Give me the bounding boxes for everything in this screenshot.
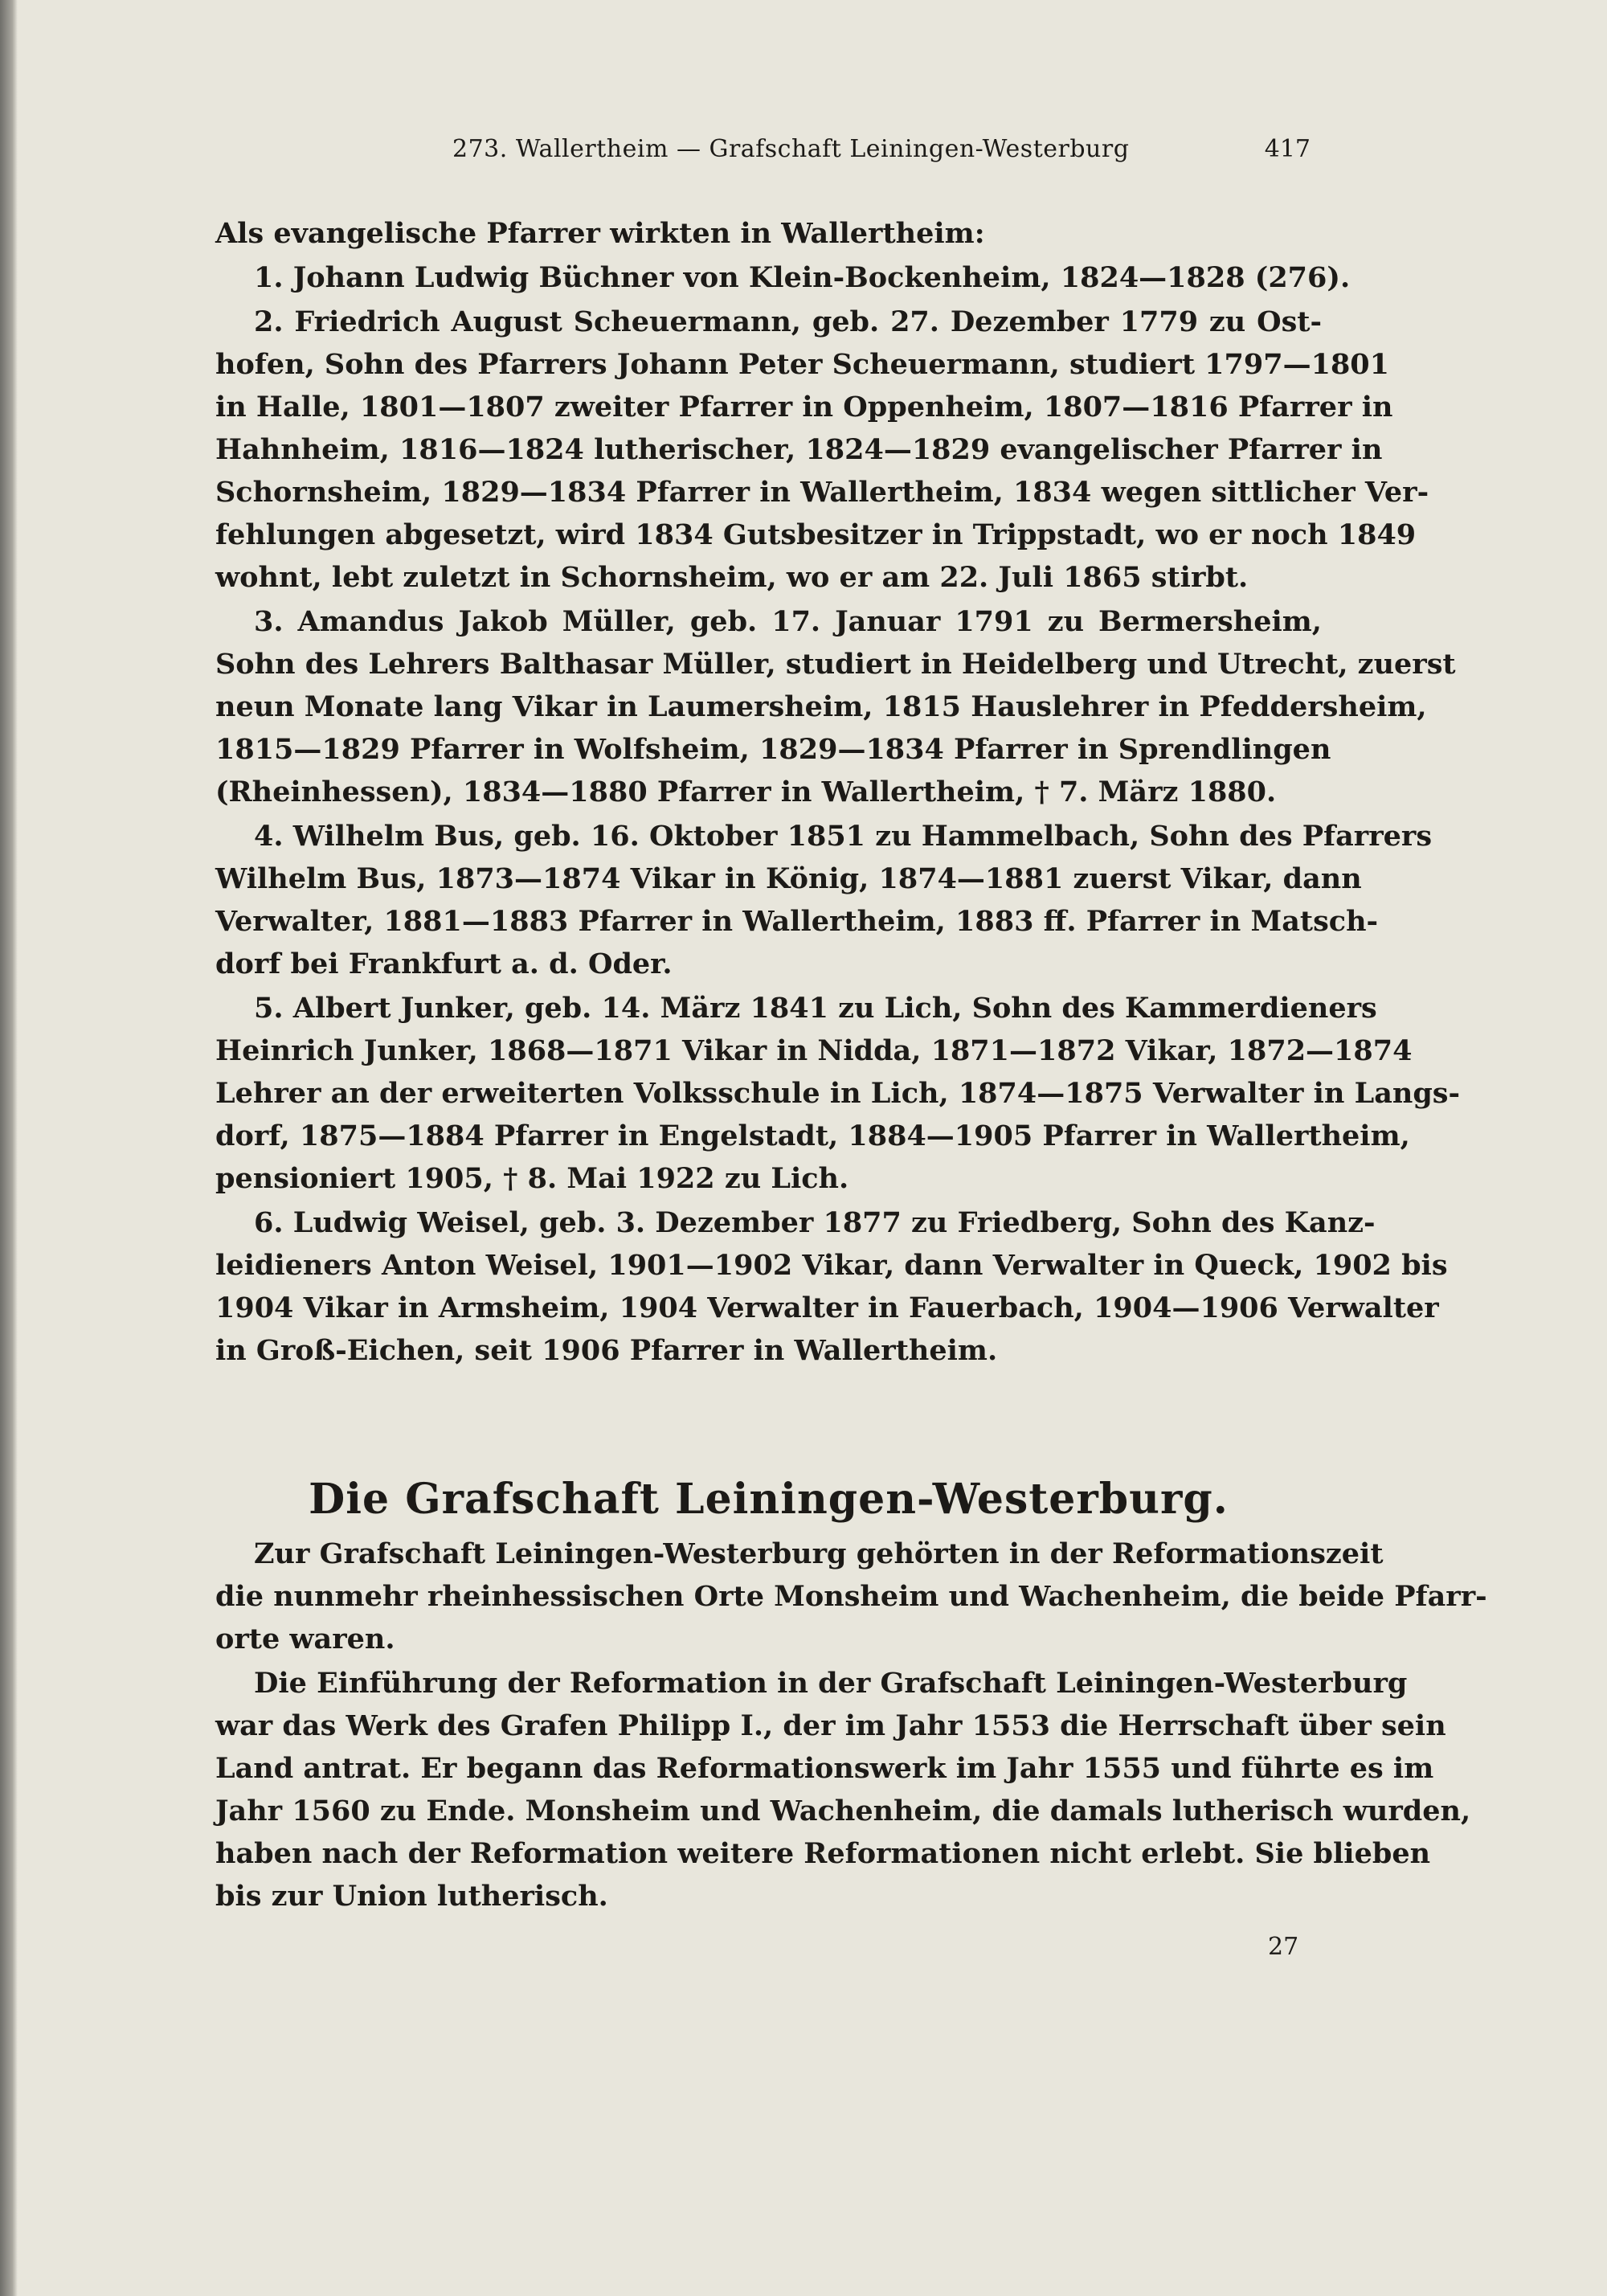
text-line: wohnt, lebt zuletzt in Schornsheim, wo er am 22. Juli 1865 stirbt. <box>215 561 1249 594</box>
paragraph <box>215 212 1322 255</box>
text-line: in Halle, 1801—1807 zweiter Pfarrer in Oppenheim, 1807—1816 Pfarrer in <box>215 391 1393 424</box>
page-number: 417 <box>1264 135 1311 163</box>
text-line: 1. Johann Ludwig Büchner von Klein-Bockenheim, 1824—1828 (276). <box>254 261 1351 294</box>
text-line: 1815—1829 Pfarrer in Wolfsheim, 1829—1834 Pfarrer in Sprendlingen <box>215 733 1331 766</box>
text-line: Lehrer an der erweiterten Volksschule in Lich, 1874—1875 Verwalter in Langs- <box>215 1077 1461 1110</box>
text-line: Sohn des Lehrers Balthasar Müller, studiert in Heidelberg und Utrecht, zuerst <box>215 648 1456 681</box>
text-line: 6. Ludwig Weisel, geb. 3. Dezember 1877 zu Friedberg, Sohn des Kanz- <box>254 1206 1376 1239</box>
paragraph <box>215 301 1429 599</box>
text-line: 4. Wilhelm Bus, geb. 16. Oktober 1851 zu Hammelbach, Sohn des Pfarrers <box>254 820 1433 853</box>
paragraph <box>215 815 1433 985</box>
paragraph <box>215 987 1461 1200</box>
text-line: fehlungen abgesetzt, wird 1834 Gutsbesitzer in Trippstadt, wo er noch 1849 <box>215 518 1417 551</box>
page-binding-edge <box>0 0 18 2296</box>
running-head-title: 273. Wallertheim — Grafschaft Leiningen-Westerburg <box>452 135 1130 163</box>
text-line: dorf, 1875—1884 Pfarrer in Engelstadt, 1884—1905 Pfarrer in Wallertheim, <box>215 1119 1410 1152</box>
text-line: hofen, Sohn des Pfarrers Johann Peter Scheuermann, studiert 1797—1801 <box>215 348 1390 381</box>
paragraph <box>215 256 1351 299</box>
pastor-list-section <box>215 212 1461 1373</box>
text-line: 5. Albert Junker, geb. 14. März 1841 zu Lich, Sohn des Kammerdieners <box>254 992 1377 1025</box>
text-line: dorf bei Frankfurt a. d. Oder. <box>215 947 673 980</box>
text-line: haben nach der Reformation weitere Reformationen nicht erlebt. Sie blieben <box>215 1837 1431 1870</box>
text-line: neun Monate lang Vikar in Laumersheim, 1815 Hauslehrer in Pfeddersheim, <box>215 690 1427 723</box>
signature-mark: 27 <box>1268 1933 1299 1961</box>
text-line: Verwalter, 1881—1883 Pfarrer in Wallertheim, 1883 ff. Pfarrer in Matsch- <box>215 905 1379 938</box>
text-line: (Rheinhessen), 1834—1880 Pfarrer in Wallertheim, † 7. März 1880. <box>215 776 1277 808</box>
text-line: bis zur Union lutherisch. <box>215 1880 608 1913</box>
text-line: Schornsheim, 1829—1834 Pfarrer in Wallertheim, 1834 wegen sittlicher Ver- <box>215 476 1429 509</box>
text-line: Heinrich Junker, 1868—1871 Vikar in Nidda, 1871—1872 Vikar, 1872—1874 <box>215 1034 1413 1067</box>
section-heading: Die Grafschaft Leiningen-Westerburg. <box>309 1475 1229 1524</box>
running-head <box>215 135 1322 170</box>
text-line: Hahnheim, 1816—1824 lutherischer, 1824—1829 evangelischer Pfarrer in <box>215 433 1383 466</box>
text-line: die nunmehr rheinhessischen Orte Monsheim und Wachenheim, die beide Pfarr- <box>215 1580 1487 1613</box>
text-line: Als evangelische Pfarrer wirkten in Wallertheim: <box>215 217 985 250</box>
text-line: Land antrat. Er begann das Reformationswerk im Jahr 1555 und führte es im <box>215 1752 1434 1785</box>
text-line: Wilhelm Bus, 1873—1874 Vikar in König, 1874—1881 zuerst Vikar, dann <box>215 862 1362 895</box>
text-line: 2. Friedrich August Scheuermann, geb. 27. Dezember 1779 zu Ost- <box>254 305 1322 338</box>
text-line: 3. Amandus Jakob Müller, geb. 17. Januar 1791 zu Bermersheim, <box>254 605 1322 638</box>
text-line: in Groß-Eichen, seit 1906 Pfarrer in Wallertheim. <box>215 1334 998 1367</box>
paragraph <box>215 1533 1487 1660</box>
text-line: war das Werk des Grafen Philipp I., der im Jahr 1553 die Herrschaft über sein <box>215 1709 1446 1742</box>
text-line: leidieners Anton Weisel, 1901—1902 Vikar, dann Verwalter in Queck, 1902 bis <box>215 1249 1448 1282</box>
reformation-section <box>215 1533 1487 1919</box>
text-line: Die Einführung der Reformation in der Grafschaft Leiningen-Westerburg <box>254 1667 1408 1700</box>
paragraph <box>215 1662 1471 1917</box>
text-line: Zur Grafschaft Leiningen-Westerburg gehörten in der Reformationszeit <box>254 1537 1384 1570</box>
paragraph <box>215 1201 1448 1372</box>
text-line: 1904 Vikar in Armsheim, 1904 Verwalter in Fauerbach, 1904—1906 Verwalter <box>215 1291 1439 1324</box>
text-line: orte waren. <box>215 1623 395 1655</box>
paragraph <box>215 600 1456 813</box>
text-line: pensioniert 1905, † 8. Mai 1922 zu Lich. <box>215 1162 849 1195</box>
text-line: Jahr 1560 zu Ende. Monsheim und Wachenheim, die damals lutherisch wurden, <box>215 1795 1471 1827</box>
